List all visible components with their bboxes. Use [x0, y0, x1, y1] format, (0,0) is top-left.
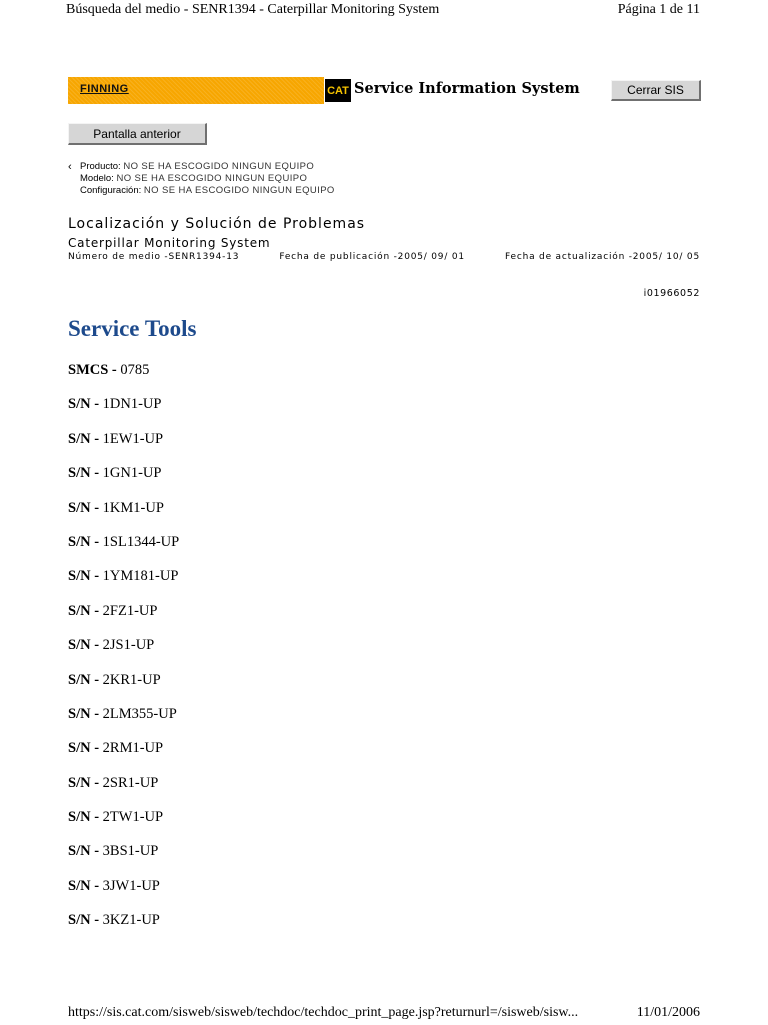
item-value: 2RM1-UP — [102, 740, 164, 757]
item-key: S/N - — [68, 396, 100, 413]
list-item — [68, 465, 179, 499]
print-header-title: Búsqueda del medio - SENR1394 - Caterpillar Monitoring System — [66, 2, 440, 17]
print-footer — [68, 1005, 700, 1025]
list-item — [68, 396, 179, 430]
document-subtitle: Caterpillar Monitoring System — [68, 236, 271, 250]
list-item — [68, 706, 179, 740]
item-key: S/N - — [68, 568, 100, 585]
document-title: Localización y Solución de Problemas — [68, 216, 366, 232]
print-header — [66, 0, 700, 20]
footer-date: 11/01/2006 — [636, 1005, 700, 1020]
list-item — [68, 362, 179, 396]
item-value: 2SR1-UP — [102, 774, 159, 791]
context-value: NO SE HA ESCOGIDO NINGUN EQUIPO — [123, 161, 315, 172]
item-key: S/N - — [68, 533, 100, 550]
list-item — [68, 809, 179, 843]
item-key: S/N - — [68, 774, 100, 791]
list-item — [68, 500, 179, 534]
item-value: 0785 — [120, 362, 150, 378]
document-meta — [68, 252, 700, 262]
item-value: 3JW1-UP — [102, 877, 160, 894]
item-key: S/N - — [68, 671, 100, 688]
item-value: 2JS1-UP — [102, 637, 155, 654]
item-key: S/N - — [68, 877, 100, 894]
update-date: Fecha de actualización -2005/ 10/ 05 — [505, 252, 700, 262]
footer-url: https://sis.cat.com/sisweb/sisweb/techdoc/techdoc_print_page.jsp?returnurl=/sisweb/sisw... — [68, 1005, 579, 1020]
item-key: S/N - — [68, 430, 100, 447]
item-key: S/N - — [68, 912, 100, 929]
item-key: S/N - — [68, 637, 100, 654]
item-key: S/N - — [68, 465, 100, 482]
media-number: Número de medio -SENR1394-13 — [68, 252, 240, 262]
item-value: 1DN1-UP — [102, 396, 162, 413]
item-value: 1EW1-UP — [102, 430, 164, 447]
item-value: 2LM355-UP — [102, 705, 177, 722]
context-label: Configuración: — [80, 185, 142, 196]
system-title: Service Information System — [354, 80, 580, 97]
item-value: 2FZ1-UP — [102, 602, 158, 619]
document-id: i01966052 — [643, 288, 700, 299]
item-value: 2TW1-UP — [102, 809, 164, 826]
list-item — [68, 672, 179, 706]
context-row-model — [68, 173, 335, 185]
list-item — [68, 637, 179, 671]
list-item — [68, 431, 179, 465]
close-sis-button[interactable]: Cerrar SIS — [611, 80, 701, 101]
sis-banner — [68, 77, 700, 104]
context-row-product[interactable] — [68, 161, 335, 173]
finning-logo: FINNING — [80, 83, 129, 95]
list-item — [68, 534, 179, 568]
item-key: S/N - — [68, 809, 100, 826]
serial-number-list — [68, 362, 179, 947]
page-number: Página 1 de 11 — [617, 2, 700, 17]
list-item — [68, 775, 179, 809]
context-label: Producto: — [80, 161, 121, 172]
item-value: 1KM1-UP — [102, 499, 164, 516]
product-context — [68, 161, 335, 197]
item-value: 2KR1-UP — [102, 671, 161, 688]
item-value: 3KZ1-UP — [102, 912, 160, 929]
cat-logo: CAT — [325, 79, 351, 102]
item-key: S/N - — [68, 705, 100, 722]
context-label: Modelo: — [80, 173, 114, 184]
item-value: 3BS1-UP — [102, 843, 159, 860]
item-key: S/N - — [68, 740, 100, 757]
item-key: SMCS - — [68, 362, 117, 378]
context-value: NO SE HA ESCOGIDO NINGUN EQUIPO — [116, 173, 308, 184]
dealer-bar — [68, 77, 324, 104]
list-item — [68, 603, 179, 637]
item-key: S/N - — [68, 843, 100, 860]
list-item — [68, 843, 179, 877]
context-row-configuration — [68, 185, 335, 197]
list-item — [68, 568, 179, 602]
list-item — [68, 878, 179, 912]
context-value: NO SE HA ESCOGIDO NINGUN EQUIPO — [143, 185, 335, 196]
item-value: 1GN1-UP — [102, 465, 162, 482]
list-item — [68, 740, 179, 774]
item-key: S/N - — [68, 602, 100, 619]
publish-date: Fecha de publicación -2005/ 09/ 01 — [279, 252, 465, 262]
section-heading: Service Tools — [68, 316, 197, 341]
list-item — [68, 912, 179, 946]
back-arrow-icon: ‹ — [68, 161, 72, 173]
item-value: 1SL1344-UP — [102, 533, 180, 550]
item-key: S/N - — [68, 499, 100, 516]
previous-screen-button[interactable]: Pantalla anterior — [68, 123, 207, 145]
item-value: 1YM181-UP — [102, 568, 179, 585]
